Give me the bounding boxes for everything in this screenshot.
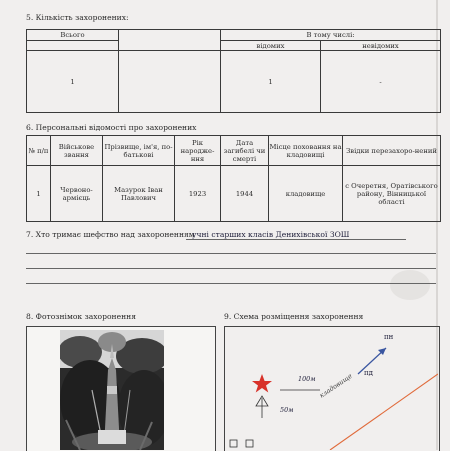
header-reburied-from: Звідки перезахоро-нений (343, 136, 441, 166)
header-unknown: невідомих (321, 41, 441, 51)
paper-stain (390, 270, 430, 300)
burials-count-table (26, 29, 441, 113)
road-line (330, 374, 438, 450)
header-burial-place: Місце поховання на кладовищі (269, 136, 343, 166)
monument-photo-image (60, 330, 164, 450)
north-label: пн (384, 333, 394, 341)
row-reburied-from: с Очеретня, Оратівського району, Вінницької області (343, 166, 441, 222)
row-number: 1 (27, 166, 51, 222)
value-known: 1 (221, 51, 321, 113)
section-9-title: 9. Схема розміщення захоронення (224, 312, 364, 321)
header-including: В тому числі: (221, 30, 441, 41)
section-7-title: 7. Хто тримає шефство над захороненням (26, 230, 195, 239)
header-known: відомих (221, 41, 321, 51)
patronage-value: учні старших класів Денихівської ЗОШ (192, 230, 350, 239)
empty-cell (119, 30, 221, 51)
empty-cell (27, 41, 119, 51)
down-distance-label: 50м (280, 406, 294, 414)
header-number: № п/п (27, 136, 51, 166)
header-rank: Військове звання (51, 136, 103, 166)
row-full-name: Мазурок Іван Павлович (103, 166, 175, 222)
empty-cell (119, 51, 221, 113)
header-total: Всього (27, 30, 119, 41)
section-8-title: 8. Фотознімок захоронення (26, 312, 137, 321)
road-distance-label: 100м (298, 375, 316, 383)
section-6-title: 6. Персональні відомості про захоронених (26, 123, 197, 132)
fill-line (26, 268, 436, 269)
header-death-date: Дата загибелі чи смерті (221, 136, 269, 166)
legend-box-icon (230, 440, 237, 447)
section-5-title: 5. Кількість захоронених: (26, 13, 129, 22)
row-death-date: 1944 (221, 166, 269, 222)
burial-photo (60, 330, 164, 450)
legend-box-icon (246, 440, 253, 447)
row-birth-year: 1923 (175, 166, 221, 222)
fill-line (26, 283, 436, 284)
fill-line (26, 253, 436, 254)
header-full-name: Прізвище, ім'я, по-батькові (103, 136, 175, 166)
value-total: 1 (27, 51, 119, 113)
row-rank: Червоно-армієць (51, 166, 103, 222)
cemetery-label: кладовище (318, 371, 354, 400)
personal-data-table (26, 135, 441, 222)
south-label: пд (364, 369, 373, 377)
value-unknown: - (321, 51, 441, 113)
star-icon (252, 374, 272, 393)
fill-line (186, 239, 406, 240)
header-birth-year: Рік народже-ння (175, 136, 221, 166)
row-burial-place: кладовище (269, 166, 343, 222)
